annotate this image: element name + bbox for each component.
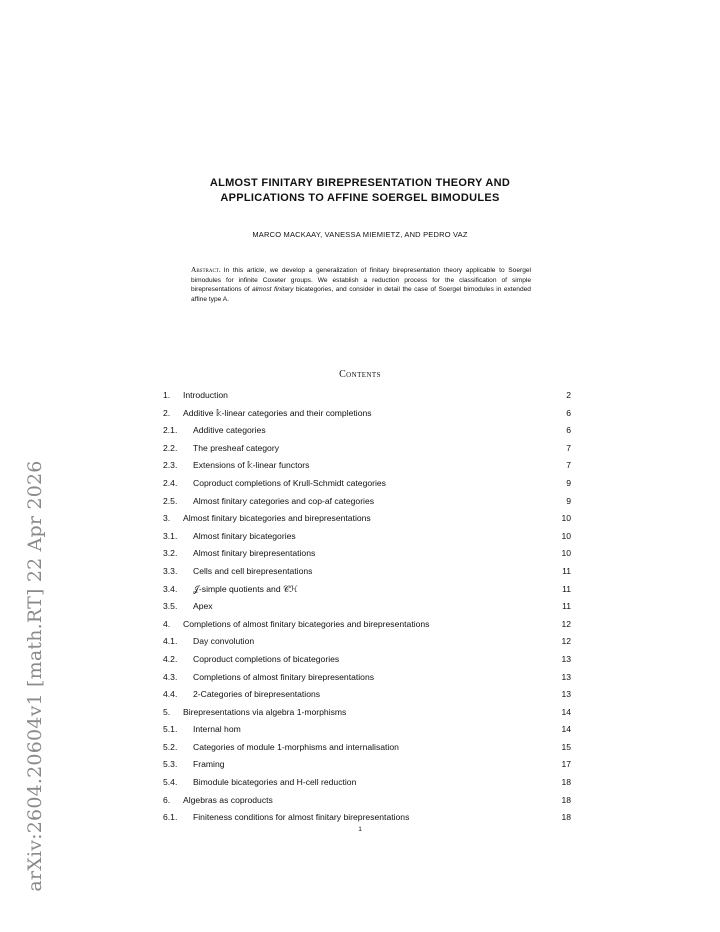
toc-entry-number: 2.4.: [163, 477, 178, 488]
toc-entry[interactable]: [163, 512, 571, 530]
toc-entry-title: Completions of almost finitary bicategories and birepresentations: [183, 618, 430, 629]
toc-entry-page: 17: [561, 759, 571, 770]
toc-entry-number: 5.2.: [163, 741, 178, 752]
toc-entry[interactable]: [163, 424, 571, 442]
toc-entry-number: 4.: [163, 618, 171, 629]
toc-entry[interactable]: [163, 741, 571, 759]
toc-entry-title: Additive categories: [193, 425, 266, 436]
toc-entry-title: Introduction: [183, 390, 228, 400]
toc-entry-page: 7: [566, 442, 571, 453]
toc-entry[interactable]: [163, 530, 571, 548]
toc-entry[interactable]: [163, 794, 571, 812]
toc-entry-page: 10: [561, 513, 571, 524]
toc-entry-page: 9: [566, 495, 571, 506]
toc-entry-title: Apex: [193, 601, 213, 612]
title-line-2: APPLICATIONS TO AFFINE SOERGEL BIMODULES: [220, 192, 500, 204]
toc-entry-number: 3.1.: [163, 530, 178, 541]
toc-entry-title: The presheaf category: [193, 442, 279, 453]
toc-entry-page: 18: [561, 777, 571, 788]
toc-entry[interactable]: [163, 635, 571, 653]
toc-entry[interactable]: [163, 459, 571, 477]
toc-entry-number: 4.3.: [163, 671, 178, 682]
toc-entry-number: 2.1.: [163, 425, 178, 436]
toc-entry-number: 2.2.: [163, 442, 178, 453]
toc-entry-page: 11: [562, 583, 571, 594]
toc-entry-number: 3.3.: [163, 565, 178, 576]
author-list: MARCO MACKAAY, VANESSA MIEMIETZ, AND PEDRO VAZ: [252, 230, 468, 239]
paper-title: [160, 176, 560, 206]
toc-entry-number: 4.1.: [163, 636, 178, 647]
toc-entry-title: Completions of almost finitary birepresentations: [193, 671, 375, 682]
toc-entry[interactable]: [163, 407, 571, 425]
toc-entry-page: 6: [566, 425, 571, 436]
toc-entry-number: 3.4.: [163, 583, 178, 594]
toc-entry-number: 5.4.: [163, 777, 178, 788]
abstract-heading: Abstract.: [191, 265, 221, 274]
title-line-1: ALMOST FINITARY BIREPRESENTATION THEORY AND: [209, 177, 511, 189]
abstract-text-part2: bicategories, and consider in detail the case of Soergel bimodules in extended affine type A.: [191, 286, 531, 303]
toc-entry-page: 6: [566, 407, 571, 418]
toc-entry-title: Day convolution: [193, 636, 255, 647]
toc-entry[interactable]: [163, 671, 571, 689]
toc-entry-page: 13: [561, 689, 571, 700]
toc-entry-page: 10: [561, 548, 571, 559]
toc-entry-page: 10: [561, 530, 571, 541]
abstract-text-italic: almost finitary: [252, 286, 294, 294]
toc-entry-page: 13: [561, 671, 571, 682]
toc-entry[interactable]: [163, 776, 571, 794]
toc-entry-title: Finiteness conditions for almost finitary birepresentations: [193, 812, 410, 823]
toc-entry-number: 2.: [163, 407, 171, 418]
toc-entry-title: Extensions of 𝕜-linear functors: [193, 460, 310, 471]
toc-entry-number: 3.5.: [163, 601, 178, 612]
toc-entry-page: 14: [561, 706, 571, 717]
abstract: [191, 265, 531, 304]
toc-entry-number: 6.: [163, 794, 171, 805]
toc-entry[interactable]: [163, 653, 571, 671]
toc-entry[interactable]: [163, 583, 571, 601]
toc-entry-page: 9: [566, 477, 571, 488]
toc-entry-page: 7: [566, 460, 571, 471]
toc-entry-title: Almost finitary birepresentations: [193, 548, 316, 559]
toc-entry[interactable]: [163, 688, 571, 706]
toc-entry-number: 5.1.: [163, 724, 178, 735]
toc-entry-number: 6.1.: [163, 812, 178, 823]
toc-entry-title: Coproduct completions of bicategories: [193, 653, 340, 664]
toc-entry-number: 3.: [163, 513, 171, 524]
toc-entry-title: Birepresentations via algebra 1-morphisms: [183, 706, 347, 717]
toc-entry-title: Almost finitary bicategories: [193, 530, 296, 541]
toc-entry-number: 2.5.: [163, 495, 178, 506]
toc-entry[interactable]: [163, 565, 571, 583]
toc-entry-page: 18: [561, 794, 571, 805]
toc-entry[interactable]: [163, 389, 571, 407]
toc-entry[interactable]: [163, 758, 571, 776]
toc-entry-page: 12: [561, 636, 571, 647]
toc-entry-number: 4.2.: [163, 653, 178, 664]
arxiv-identifier-text: arXiv:2604.20604v1 [math.RT] 22 Apr 2026: [24, 460, 46, 892]
toc-entry[interactable]: [163, 442, 571, 460]
toc-entry-page: 2: [566, 390, 571, 400]
toc-entry[interactable]: [163, 618, 571, 636]
toc-entry-number: 5.3.: [163, 759, 178, 770]
toc-entry[interactable]: [163, 547, 571, 565]
toc-entry-title: Additive 𝕜-linear categories and their completions: [183, 407, 372, 418]
toc-entry[interactable]: [163, 706, 571, 724]
toc-entry-number: 5.: [163, 706, 171, 717]
toc-entry-page: 12: [561, 618, 571, 629]
toc-entry-title: Internal hom: [193, 724, 241, 735]
toc-entry-title: Coproduct completions of Krull-Schmidt categories: [193, 477, 386, 488]
toc-entry-page: 18: [561, 812, 571, 823]
toc-entry[interactable]: [163, 495, 571, 513]
toc-entry-page: 15: [561, 741, 571, 752]
toc-entry-number: 1.: [163, 390, 171, 400]
toc-entry-title: Cells and cell birepresentations: [193, 565, 313, 576]
toc-entry-number: 3.2.: [163, 548, 178, 559]
toc-entry-title: Framing: [193, 759, 225, 770]
toc-entry-page: 11: [562, 565, 571, 576]
toc-entry-title: Almost finitary categories and cop-af categories: [193, 495, 375, 506]
toc-entry[interactable]: [163, 477, 571, 495]
toc-entry-page: 11: [562, 601, 571, 612]
toc-entry-title: 𝒥-simple quotients and 𝒞ℋ: [193, 583, 298, 594]
arxiv-identifier-stamp: [20, 460, 50, 892]
toc-entry-title: Bimodule bicategories and H-cell reduction: [193, 777, 357, 788]
toc-entry[interactable]: [163, 723, 571, 741]
table-of-contents: [163, 389, 571, 829]
toc-entry-title: Categories of module 1-morphisms and internalisation: [193, 741, 399, 752]
toc-entry-number: 4.4.: [163, 689, 178, 700]
toc-entry-page: 14: [561, 724, 571, 735]
contents-heading: Contents: [339, 369, 381, 380]
toc-entry[interactable]: [163, 600, 571, 618]
toc-entry-title: 2-Categories of birepresentations: [193, 689, 321, 700]
abstract-text-part1: In this article, we develop a generalization of finitary birepresentation theory applicable to Soergel bimodules for infinite Coxeter groups. We establish a reduction process for the classification of simple birepresentations of: [191, 267, 531, 294]
toc-entry-page: 13: [561, 653, 571, 664]
toc-entry-title: Algebras as coproducts: [183, 794, 273, 805]
toc-entry-number: 2.3.: [163, 460, 178, 471]
page-number: 1: [358, 826, 362, 833]
toc-entry-title: Almost finitary bicategories and birepresentations: [183, 513, 371, 524]
